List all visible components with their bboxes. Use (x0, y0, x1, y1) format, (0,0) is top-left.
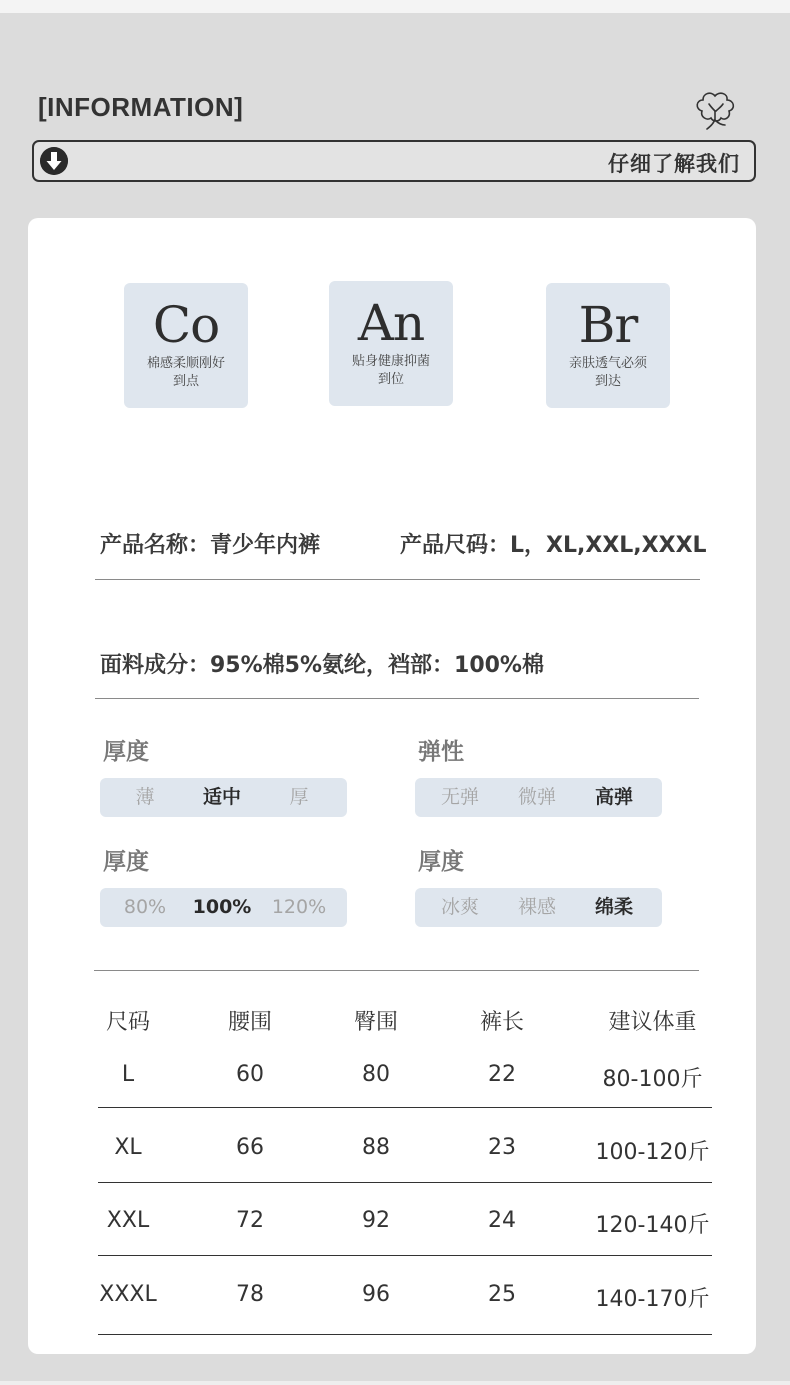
table-divider (98, 1107, 712, 1108)
fabric-composition: 面料成分：95%棉5%氨纶，裆部：100%棉 (100, 653, 544, 678)
option-high-stretch: 高弹 (594, 786, 633, 808)
element-symbol: Br (578, 296, 638, 354)
table-header-hip: 臀围 (353, 1010, 398, 1035)
attr-label-elasticity: 弹性 (418, 739, 464, 765)
option-medium: 适中 (202, 786, 241, 808)
attr-label-feel: 厚度 (418, 849, 464, 875)
table-header-length: 裤长 (479, 1010, 524, 1035)
cell-weight: 120-140斤 (595, 1213, 710, 1238)
option-bare: 裸感 (517, 896, 556, 918)
option-slight-stretch: 微弹 (517, 786, 556, 808)
cell-weight: 80-100斤 (602, 1067, 703, 1092)
feel-selector (415, 888, 662, 927)
cell-length: 23 (488, 1135, 516, 1160)
product-name: 产品名称：青少年内裤 (100, 533, 321, 558)
thickness-percent-selector (100, 888, 347, 927)
table-header-size: 尺码 (105, 1010, 150, 1035)
attr-label-thickness-percent: 厚度 (103, 849, 149, 875)
attr-label-thickness: 厚度 (103, 739, 149, 765)
element-desc: 贴身健康抑菌 (351, 354, 430, 369)
table-divider (98, 1182, 712, 1183)
element-desc: 到达 (594, 374, 621, 389)
cell-waist: 66 (236, 1135, 264, 1160)
info-title: [INFORMATION] (38, 92, 244, 122)
option-soft: 绵柔 (594, 896, 633, 918)
cell-weight: 100-120斤 (595, 1140, 710, 1165)
table-divider (98, 1255, 712, 1256)
element-tile-br (546, 283, 670, 408)
cell-size: XXL (106, 1208, 150, 1233)
cell-hip: 88 (362, 1135, 390, 1160)
element-desc: 亲肤透气必须 (568, 356, 647, 371)
cell-waist: 78 (236, 1282, 264, 1307)
divider (95, 698, 699, 699)
cell-hip: 80 (362, 1062, 390, 1087)
option-120: 120% (271, 896, 327, 918)
cell-hip: 96 (362, 1282, 390, 1307)
bottom-strip (0, 1381, 790, 1385)
cell-size: XXXL (99, 1282, 157, 1307)
info-banner[interactable] (32, 140, 756, 182)
option-thick: 厚 (289, 786, 309, 808)
elasticity-selector (415, 778, 662, 817)
cell-size: XL (114, 1135, 142, 1160)
element-symbol: Co (152, 296, 220, 354)
option-cool: 冰爽 (440, 896, 479, 918)
arrow-down-circle-icon (40, 147, 68, 175)
element-tile-an (329, 281, 453, 406)
option-80: 80% (123, 896, 167, 918)
option-no-stretch: 无弹 (440, 786, 479, 808)
cell-length: 24 (488, 1208, 516, 1233)
divider (95, 579, 700, 580)
element-desc: 到点 (172, 374, 199, 389)
cotton-icon (693, 89, 739, 131)
option-thin: 薄 (135, 786, 155, 808)
element-desc: 到位 (377, 372, 404, 387)
table-divider (98, 1334, 712, 1335)
option-100: 100% (192, 896, 252, 918)
cell-hip: 92 (362, 1208, 390, 1233)
thickness-selector (100, 778, 347, 817)
cell-weight: 140-170斤 (595, 1287, 710, 1312)
banner-text: 仔细了解我们 (608, 152, 740, 176)
element-symbol: An (357, 294, 425, 352)
cell-waist: 60 (236, 1062, 264, 1087)
product-size: 产品尺码：L，XL,XXL,XXXL (400, 533, 707, 558)
element-tile-co (124, 283, 248, 408)
top-strip (0, 0, 790, 13)
cell-length: 22 (488, 1062, 516, 1087)
element-desc: 棉感柔顺刚好 (146, 356, 225, 371)
divider (94, 970, 699, 971)
cell-length: 25 (488, 1282, 516, 1307)
cell-waist: 72 (236, 1208, 264, 1233)
cell-size: L (121, 1062, 135, 1087)
table-header-weight: 建议体重 (608, 1010, 697, 1035)
table-header-waist: 腰围 (227, 1010, 272, 1035)
